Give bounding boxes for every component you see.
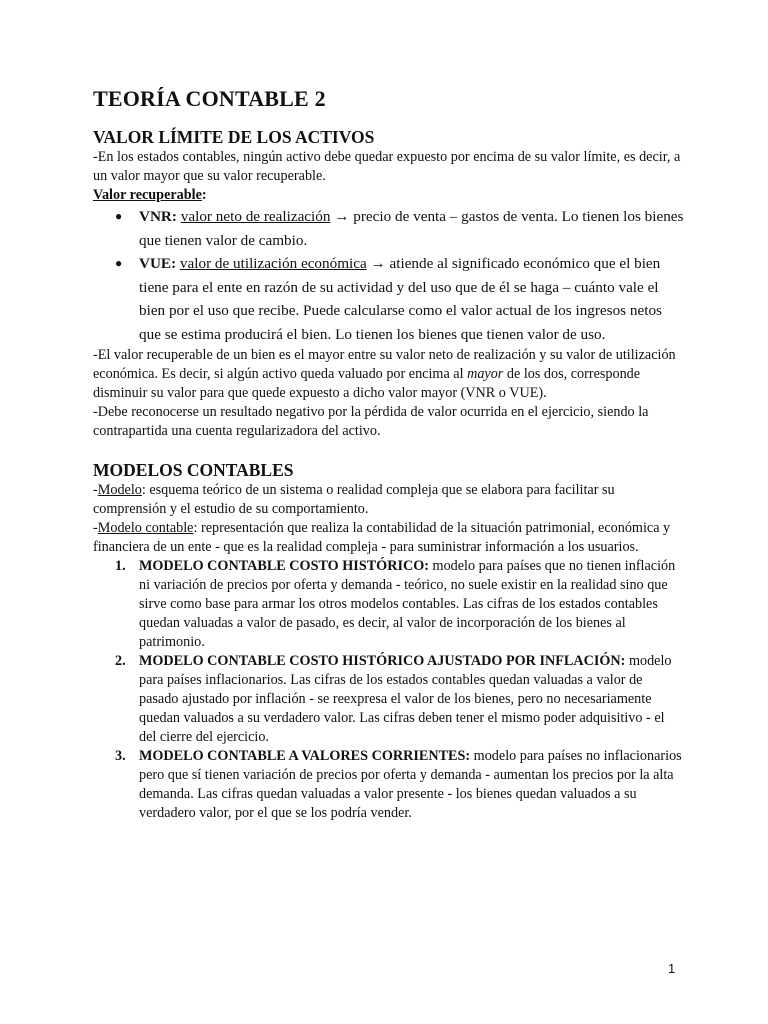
list-item-vnr xyxy=(93,205,685,252)
list-item-model-2: 2. MODELO CONTABLE COSTO HISTÓRICO AJUSTADO POR INFLACIÓN: modelo para países inflacionarios. Las cifras de los estados contables quedan valuadas a valor de pasado ajustado por inflación - se reexpresa el valor de los bienes, pero no necesariamente quedan valuados a su verdadero valor. Las cifras deben tener el mismo poder adquisitivo - el del cierre del ejercicio. xyxy=(115,653,672,745)
model-3-name: MODELO CONTABLE A VALORES CORRIENTES: xyxy=(139,748,471,764)
definition-modelo-contable: -Modelo contable: representación que realiza la contabilidad de la situación patrimonial, económica y financiera de un ente - que es la realidad compleja - para suministrar información a los usuarios. xyxy=(93,520,671,555)
vue-definition: valor de utilización económica xyxy=(179,255,367,272)
model-1-name: MODELO CONTABLE COSTO HISTÓRICO: xyxy=(139,558,429,574)
modelo-term: Modelo xyxy=(97,482,142,498)
valor-recuperable-list xyxy=(93,205,685,346)
model-2-text: modelo para países inflacionarios. Las cifras de los estados contables quedan valuadas a valor de pasado ajustado por inflación - se reexpresa el valor de los bienes, pero no necesariamente quedan valuados a su verdadero valor. Las cifras deben tener el mismo poder adquisitivo - el del cierre del ejercicio. xyxy=(139,653,672,745)
model-1-text: modelo para países que no tienen inflación ni variación de precios por oferta y demanda - teórico, no suele existir en la realidad sino que sirve como base para armar los otros modelos contables. Las cifras de los estados contables quedan valuadas a valor de pasado, es decir, al valor de incorporación de los bienes al patrimonio. xyxy=(139,558,676,650)
document-page xyxy=(93,86,685,823)
vnr-term: VNR: xyxy=(139,208,177,225)
vnr-definition: valor neto de realización xyxy=(180,208,331,225)
vnr-text: precio de venta – gastos de venta. Lo tienen los bienes que tienen valor de cambio. xyxy=(139,208,684,249)
section1-paragraph-3: -Debe reconocerse un resultado negativo por la pérdida de valor ocurrida en el ejercicio, siendo la contrapartida una cuenta regularizadora del activo. xyxy=(93,404,649,439)
section-heading-modelos-contables: MODELOS CONTABLES xyxy=(93,460,294,480)
bullet-icon: ● xyxy=(115,209,123,223)
page-number: 1 xyxy=(668,961,676,976)
valor-recuperable-label: Valor recuperable xyxy=(93,187,202,203)
vue-term: VUE: xyxy=(139,255,177,272)
section-heading-valor-limite: VALOR LÍMITE DE LOS ACTIVOS xyxy=(93,127,375,147)
modelo-contable-term: Modelo contable xyxy=(97,520,194,536)
model-3-text: modelo para países no inflacionarios pero que sí tienen variación de precios por oferta y demanda - aumentan los precios por la alta demanda. Las cifras quedan valuadas a valor presente - los bienes quedan valuados a su verdadero valor, por el que se los podría vender. xyxy=(139,748,682,821)
model-2-name: MODELO CONTABLE COSTO HISTÓRICO AJUSTADO POR INFLACIÓN: xyxy=(139,653,626,669)
section1-paragraph-2: -El valor recuperable de un bien es el mayor entre su valor neto de realización y su valor de utilización económica. Es decir, si algún activo queda valuado por encima al mayor de los dos, corresponde disminuir su valor para que quede expuesto a dicho valor mayor (VNR o VUE). xyxy=(93,347,676,401)
arrow-icon: → xyxy=(370,255,386,272)
definition-modelo: -Modelo: esquema teórico de un sistema o realidad compleja que se elabora para facilitar su comprensión y el estudio de su comportamiento. xyxy=(93,482,615,517)
section1-intro: -En los estados contables, ningún activo debe quedar expuesto por encima de su valor límite, es decir, a un valor mayor que su valor recuperable. xyxy=(93,149,681,184)
valor-recuperable-heading: Valor recuperable: xyxy=(93,187,207,203)
models-list xyxy=(93,557,685,823)
list-item-model-3: 3. MODELO CONTABLE A VALORES CORRIENTES: modelo para países no inflacionarios pero que sí tienen variación de precios por oferta y demanda - aumentan los precios por la alta demanda. Las cifras quedan valuadas a valor presente - los bienes quedan valuados a su verdadero valor, por el que se los podría vender. xyxy=(115,748,682,821)
list-item-vue xyxy=(93,252,685,346)
list-item-model-1: 1. MODELO CONTABLE COSTO HISTÓRICO: modelo para países que no tienen inflación ni variación de precios por oferta y demanda - teórico, no suele existir en la realidad sino que sirve como base para armar los otros modelos contables. Las cifras de los estados contables quedan valuadas a valor de pasado, es decir, al valor de incorporación de los bienes al patrimonio. xyxy=(115,558,676,650)
document-title: TEORÍA CONTABLE 2 xyxy=(93,86,326,111)
arrow-icon: → xyxy=(334,208,350,225)
vue-text: atiende al significado económico que el bien tiene para el ente en razón de su actividad y del uso que de él se haga – cuánto vale el bien por el uso que recibe. Puede calcularse como el valor actual de los ingresos netos que se estima producirá el bien. Lo tienen los bienes que tienen valor de uso. xyxy=(139,255,662,343)
bullet-icon: ● xyxy=(115,256,123,270)
